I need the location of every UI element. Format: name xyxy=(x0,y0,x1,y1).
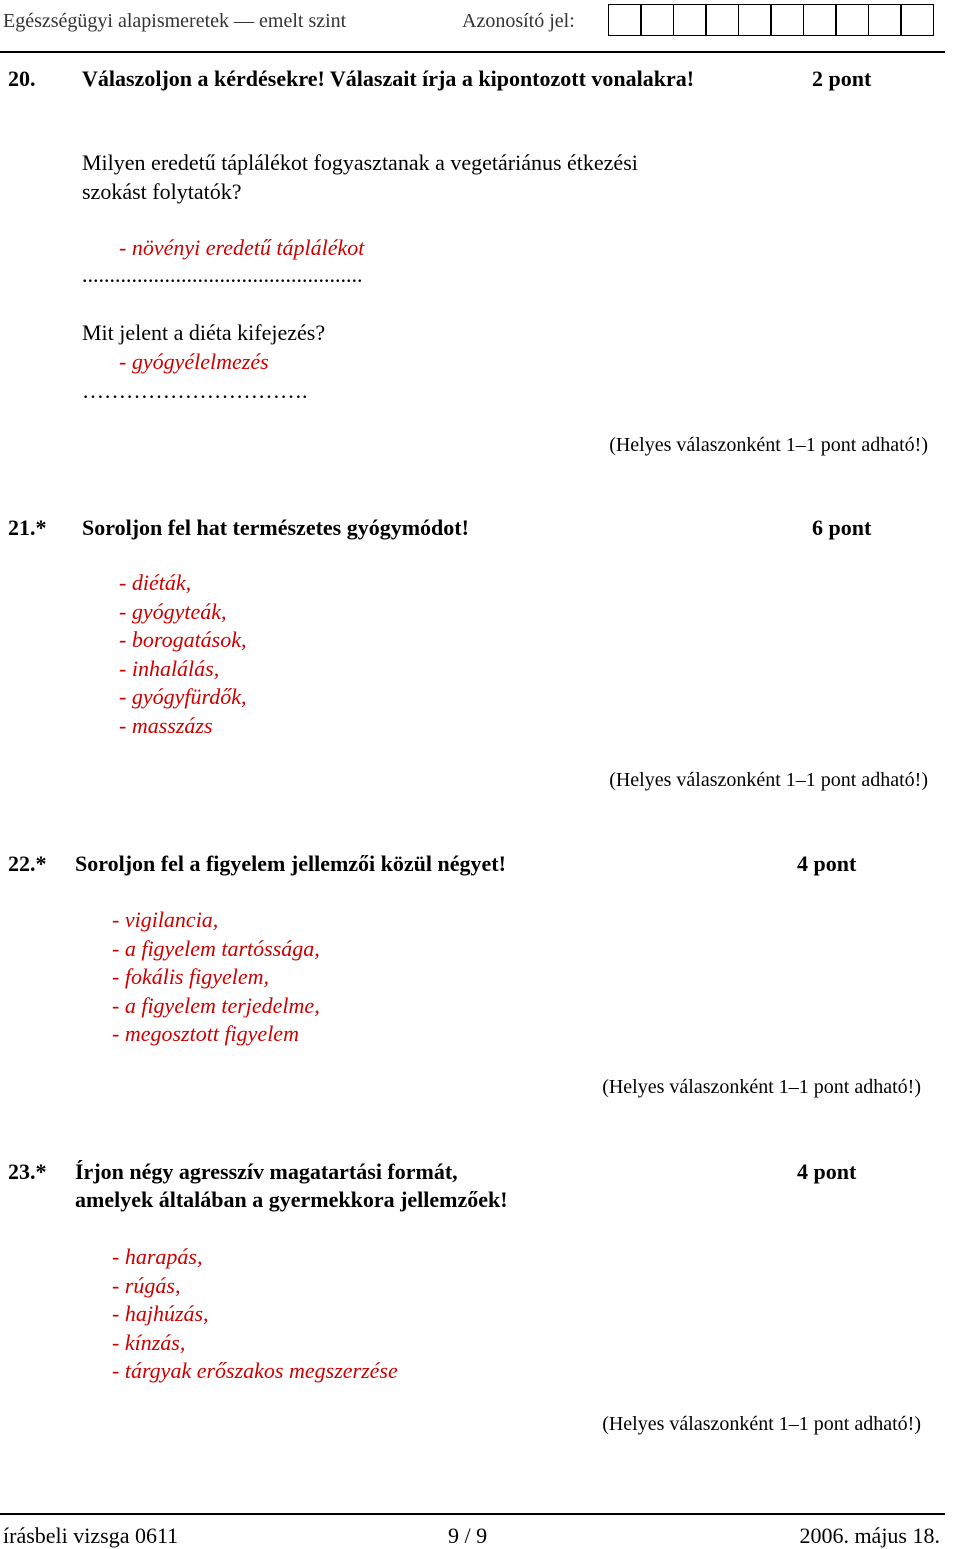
question-21-answer-list xyxy=(119,569,247,740)
footer-page-number: 9 / 9 xyxy=(448,1523,488,1548)
header-subject: Egészségügyi alapismeretek — emelt szint xyxy=(3,10,347,32)
id-box xyxy=(770,4,804,36)
id-box xyxy=(900,4,934,36)
answer-item: - harapás, xyxy=(112,1244,203,1269)
question-21-points: 6 pont xyxy=(812,515,872,540)
question-20-subquestion-1-line2: szokást folytatók? xyxy=(82,179,242,204)
answer-item: - masszázs xyxy=(119,712,213,738)
answer-item: - fokális figyelem, xyxy=(112,964,270,989)
question-22-text: Soroljon fel a figyelem jellemzői közül négyet! xyxy=(75,851,506,876)
question-22-answer-list xyxy=(112,906,320,1049)
question-20-number: 20. xyxy=(8,66,36,91)
question-20-answer-line-1: ................................................... xyxy=(82,262,363,287)
footer-rule xyxy=(0,1513,945,1515)
question-21-text: Soroljon fel hat természetes gyógymódot! xyxy=(82,515,469,540)
footer-date: 2006. május 18. xyxy=(799,1523,940,1548)
question-20-points: 2 pont xyxy=(812,66,872,91)
answer-item: - borogatások, xyxy=(119,627,247,652)
id-box xyxy=(803,4,837,36)
id-box xyxy=(673,4,707,36)
answer-item: - a figyelem terjedelme, xyxy=(112,992,320,1018)
answer-item: - vigilancia, xyxy=(112,907,219,932)
answer-item: - hajhúzás, xyxy=(112,1301,209,1326)
question-21-number: 21.* xyxy=(8,515,47,540)
id-label: Azonosító jel: xyxy=(462,10,575,32)
id-box xyxy=(705,4,739,36)
answer-item: - gyógyfürdők, xyxy=(119,684,247,709)
answer-item: - a figyelem tartóssága, xyxy=(112,935,320,961)
question-23-number: 23.* xyxy=(8,1159,47,1184)
question-22-points: 4 pont xyxy=(797,851,857,876)
question-20-answer-1: - növényi eredetű táplálékot xyxy=(119,235,365,260)
question-23-text-line1: Írjon négy agresszív magatartási formát, xyxy=(75,1159,458,1184)
footer-exam-label: írásbeli vizsga 0611 xyxy=(3,1523,179,1548)
question-20-subquestion-2: Mit jelent a diéta kifejezés? xyxy=(82,320,326,345)
question-20-answer-line-2: …………………………. xyxy=(82,378,308,403)
answer-item: - diéták, xyxy=(119,570,192,595)
question-23-points: 4 pont xyxy=(797,1159,857,1184)
question-22-scoring-note: (Helyes válaszonként 1–1 pont adható!) xyxy=(602,1076,921,1098)
answer-item: - megosztott figyelem xyxy=(112,1021,299,1046)
answer-item: - rúgás, xyxy=(112,1272,181,1298)
question-23-scoring-note: (Helyes válaszonként 1–1 pont adható!) xyxy=(602,1413,921,1435)
answer-item: - gyógyteák, xyxy=(119,598,227,624)
question-21-scoring-note: (Helyes válaszonként 1–1 pont adható!) xyxy=(609,769,928,791)
header-rule xyxy=(0,51,945,53)
answer-item: - inhalálás, xyxy=(119,655,220,681)
id-box xyxy=(608,4,642,36)
question-23-answer-list xyxy=(112,1243,398,1386)
question-20-subquestion-1-line1: Milyen eredetű táplálékot fogyasztanak a vegetáriánus étkezési xyxy=(82,150,638,175)
question-20-text: Válaszoljon a kérdésekre! Válaszait írja a kipontozott vonalakra! xyxy=(82,66,695,91)
id-box xyxy=(835,4,869,36)
id-box xyxy=(640,4,674,36)
id-box xyxy=(738,4,772,36)
question-20-scoring-note: (Helyes válaszonként 1–1 pont adható!) xyxy=(609,434,928,456)
question-20-answer-2: - gyógyélelmezés xyxy=(119,349,269,374)
answer-item: - tárgyak erőszakos megszerzése xyxy=(112,1358,398,1383)
question-22-number: 22.* xyxy=(8,851,47,876)
id-boxes xyxy=(609,4,934,36)
id-box xyxy=(868,4,902,36)
answer-item: - kínzás, xyxy=(112,1329,186,1355)
question-23-text-line2: amelyek általában a gyermekkora jellemzőek! xyxy=(75,1187,508,1212)
